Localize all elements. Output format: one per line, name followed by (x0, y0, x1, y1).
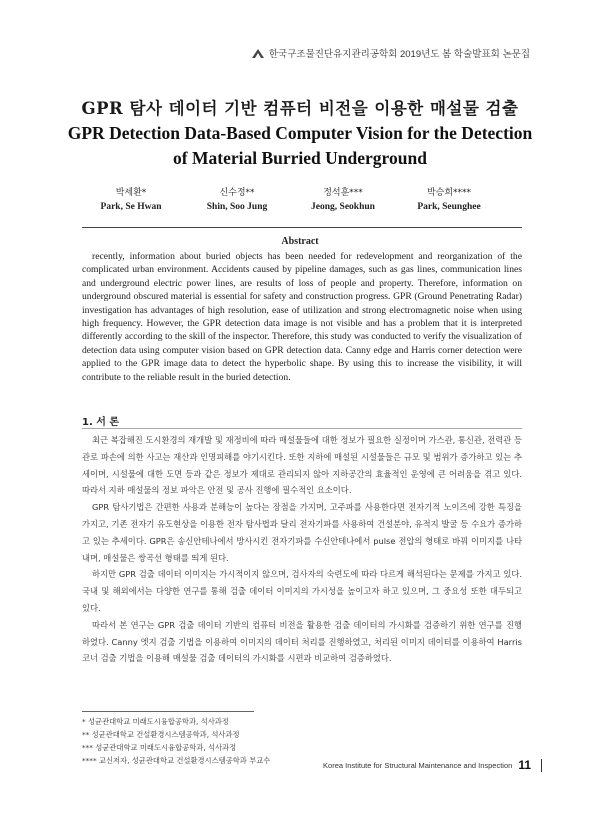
paper-title-english: GPR Detection Data-Based Computer Vision for the Detection of Material Burried Underground (67, 123, 533, 168)
footnote: **** 교신저자, 성균관대학교 건설환경시스템공학과 부교수 (82, 756, 271, 765)
author-name-english: Shin, Soo Jung (206, 202, 268, 212)
divider (82, 227, 522, 228)
author-name-korean: 정석훈*** (323, 188, 363, 198)
paper-title-korean: GPR 탐사 데이터 기반 컴퓨터 비전을 이용한 매설물 검출 (81, 99, 519, 118)
author-1 (78, 186, 184, 214)
page-footer (323, 758, 542, 772)
author-name-english: Park, Seunghee (417, 202, 481, 212)
author-name-english: Park, Se Hwan (100, 202, 162, 212)
author-name-english: Jeong, Seokhun (311, 202, 375, 212)
footnote-divider (82, 711, 254, 712)
footnote: *** 성균관대학교 미래도시융합공학과, 석사과정 (82, 743, 237, 752)
society-logo-icon (252, 48, 264, 58)
page-number: 11 (518, 758, 531, 772)
author-3 (290, 186, 396, 214)
author-2 (184, 186, 290, 214)
footer-bar (541, 759, 542, 772)
paragraph: 최근 복잡해진 도시환경의 재개발 및 재정비에 따라 매설물들에 대한 정보가 필요한 실정이며 가스관, 통신관, 전력관 등 관로 파손에 의한 사고는 재산과 인명피해를 야기시킨다. 또한 지하에 매설된 시설물들은 규모 및 범위가 증가하고 있는 추세이며, 시설물에 대한 도면 등과 같은 정보가 제대로 관리되지 않아 지하공간의 효율적인 운영에 큰 어려움을 겪고 있다. 따라서 지하 매설물의 정보 파악은 안전 및 공사 진행에 필수적인 요소이다. (82, 435, 522, 496)
running-header (252, 46, 530, 60)
paragraph: 하지만 GPR 검출 데이터 이미지는 가시적이지 않으며, 검사자의 숙련도에 따라 다르게 해석된다는 문제를 가지고 있다. 국내 및 해외에서는 다양한 연구를 통해 검출 데이터 이미지의 가시성을 높이고자 하고 있으며, 그 중요성 또한 대두되고 있다. (82, 569, 522, 613)
abstract-text: recently, information about buried objects has been needed for redevelopment and reorganization of the complicated urban environment. Accidents caused by pipeline damages, such as gas lines, communication lines and underground electric power lines, are results of loss of people and property. Therefore, information on underground obscured material is essential for safety and construction progress. GPR (Ground Penetrating Radar) investigation has advantages of high resolution, ease of utilization and strong electromagnetic noise when using high frequency. However, the GPR detection data image is not visible and has a problem that it is interpreted differently according to the skill of the inspector. Therefore, this study was conducted to verify the visualization of detection data using computer vision based on GPR detection data. Canny edge and Harris corner detection were applied to the GPR image data to detect the hyperbolic shape. By using this to increase the visibility, it will contribute to the reliable result in the buried detection. (82, 251, 522, 383)
divider (82, 428, 522, 429)
section-heading: 1. 서 론 (82, 417, 120, 428)
author-name-korean: 신수정** (219, 188, 255, 198)
abstract-heading: Abstract (281, 236, 319, 247)
author-name-korean: 박승희**** (426, 188, 472, 198)
author-list (78, 186, 502, 214)
paragraph: GPR 탐사기법은 간편한 사용과 분해능이 높다는 장점을 가지며, 고주파를 사용한다면 전자기적 노이즈에 강한 특징을 가지고, 기존 전자기 유도현상을 이용한 전자 탐사법과 달리 전자기파를 사용하여 건설분야, 유적지 발굴 등 수요가 증가하고 있는 추세이다. GPR은 송신안테나에서 방사시킨 전자기파를 수신안테나에서 pulse 전압의 형태로 바꿔 이미지를 나타내며, 매설물은 쌍곡선 형태를 띄게 된다. (82, 502, 522, 563)
author-name-korean: 박세환* (115, 188, 147, 198)
header-journal-title: 한국구조물진단유지관리공학회 2019년도 봄 학술발표회 논문집 (268, 49, 530, 60)
section-body (82, 432, 522, 667)
footnote: * 성균관대학교 미래도시융합공학과, 석사과정 (82, 717, 229, 726)
footer-journal-name: Korea Institute for Structural Maintenance and Inspection (323, 760, 513, 770)
author-4 (396, 186, 502, 214)
paragraph: 따라서 본 연구는 GPR 검출 데이터 기반의 컴퓨터 비전을 활용한 검출 데이터의 가시화를 검증하기 위한 연구를 진행 하였다. Canny 엣지 검출 기법을 이용하여 이미지의 데이터 처리를 진행하였고, 처리된 이미지 데이터를 이용하여 Harris 코너 검출 기법을 이용해 매설물 검출 데이터의 가시화를 시편과 비교하여 검증하였다. (82, 619, 522, 664)
footnote: ** 성균관대학교 건설환경시스템공학과, 석사과정 (82, 730, 240, 739)
